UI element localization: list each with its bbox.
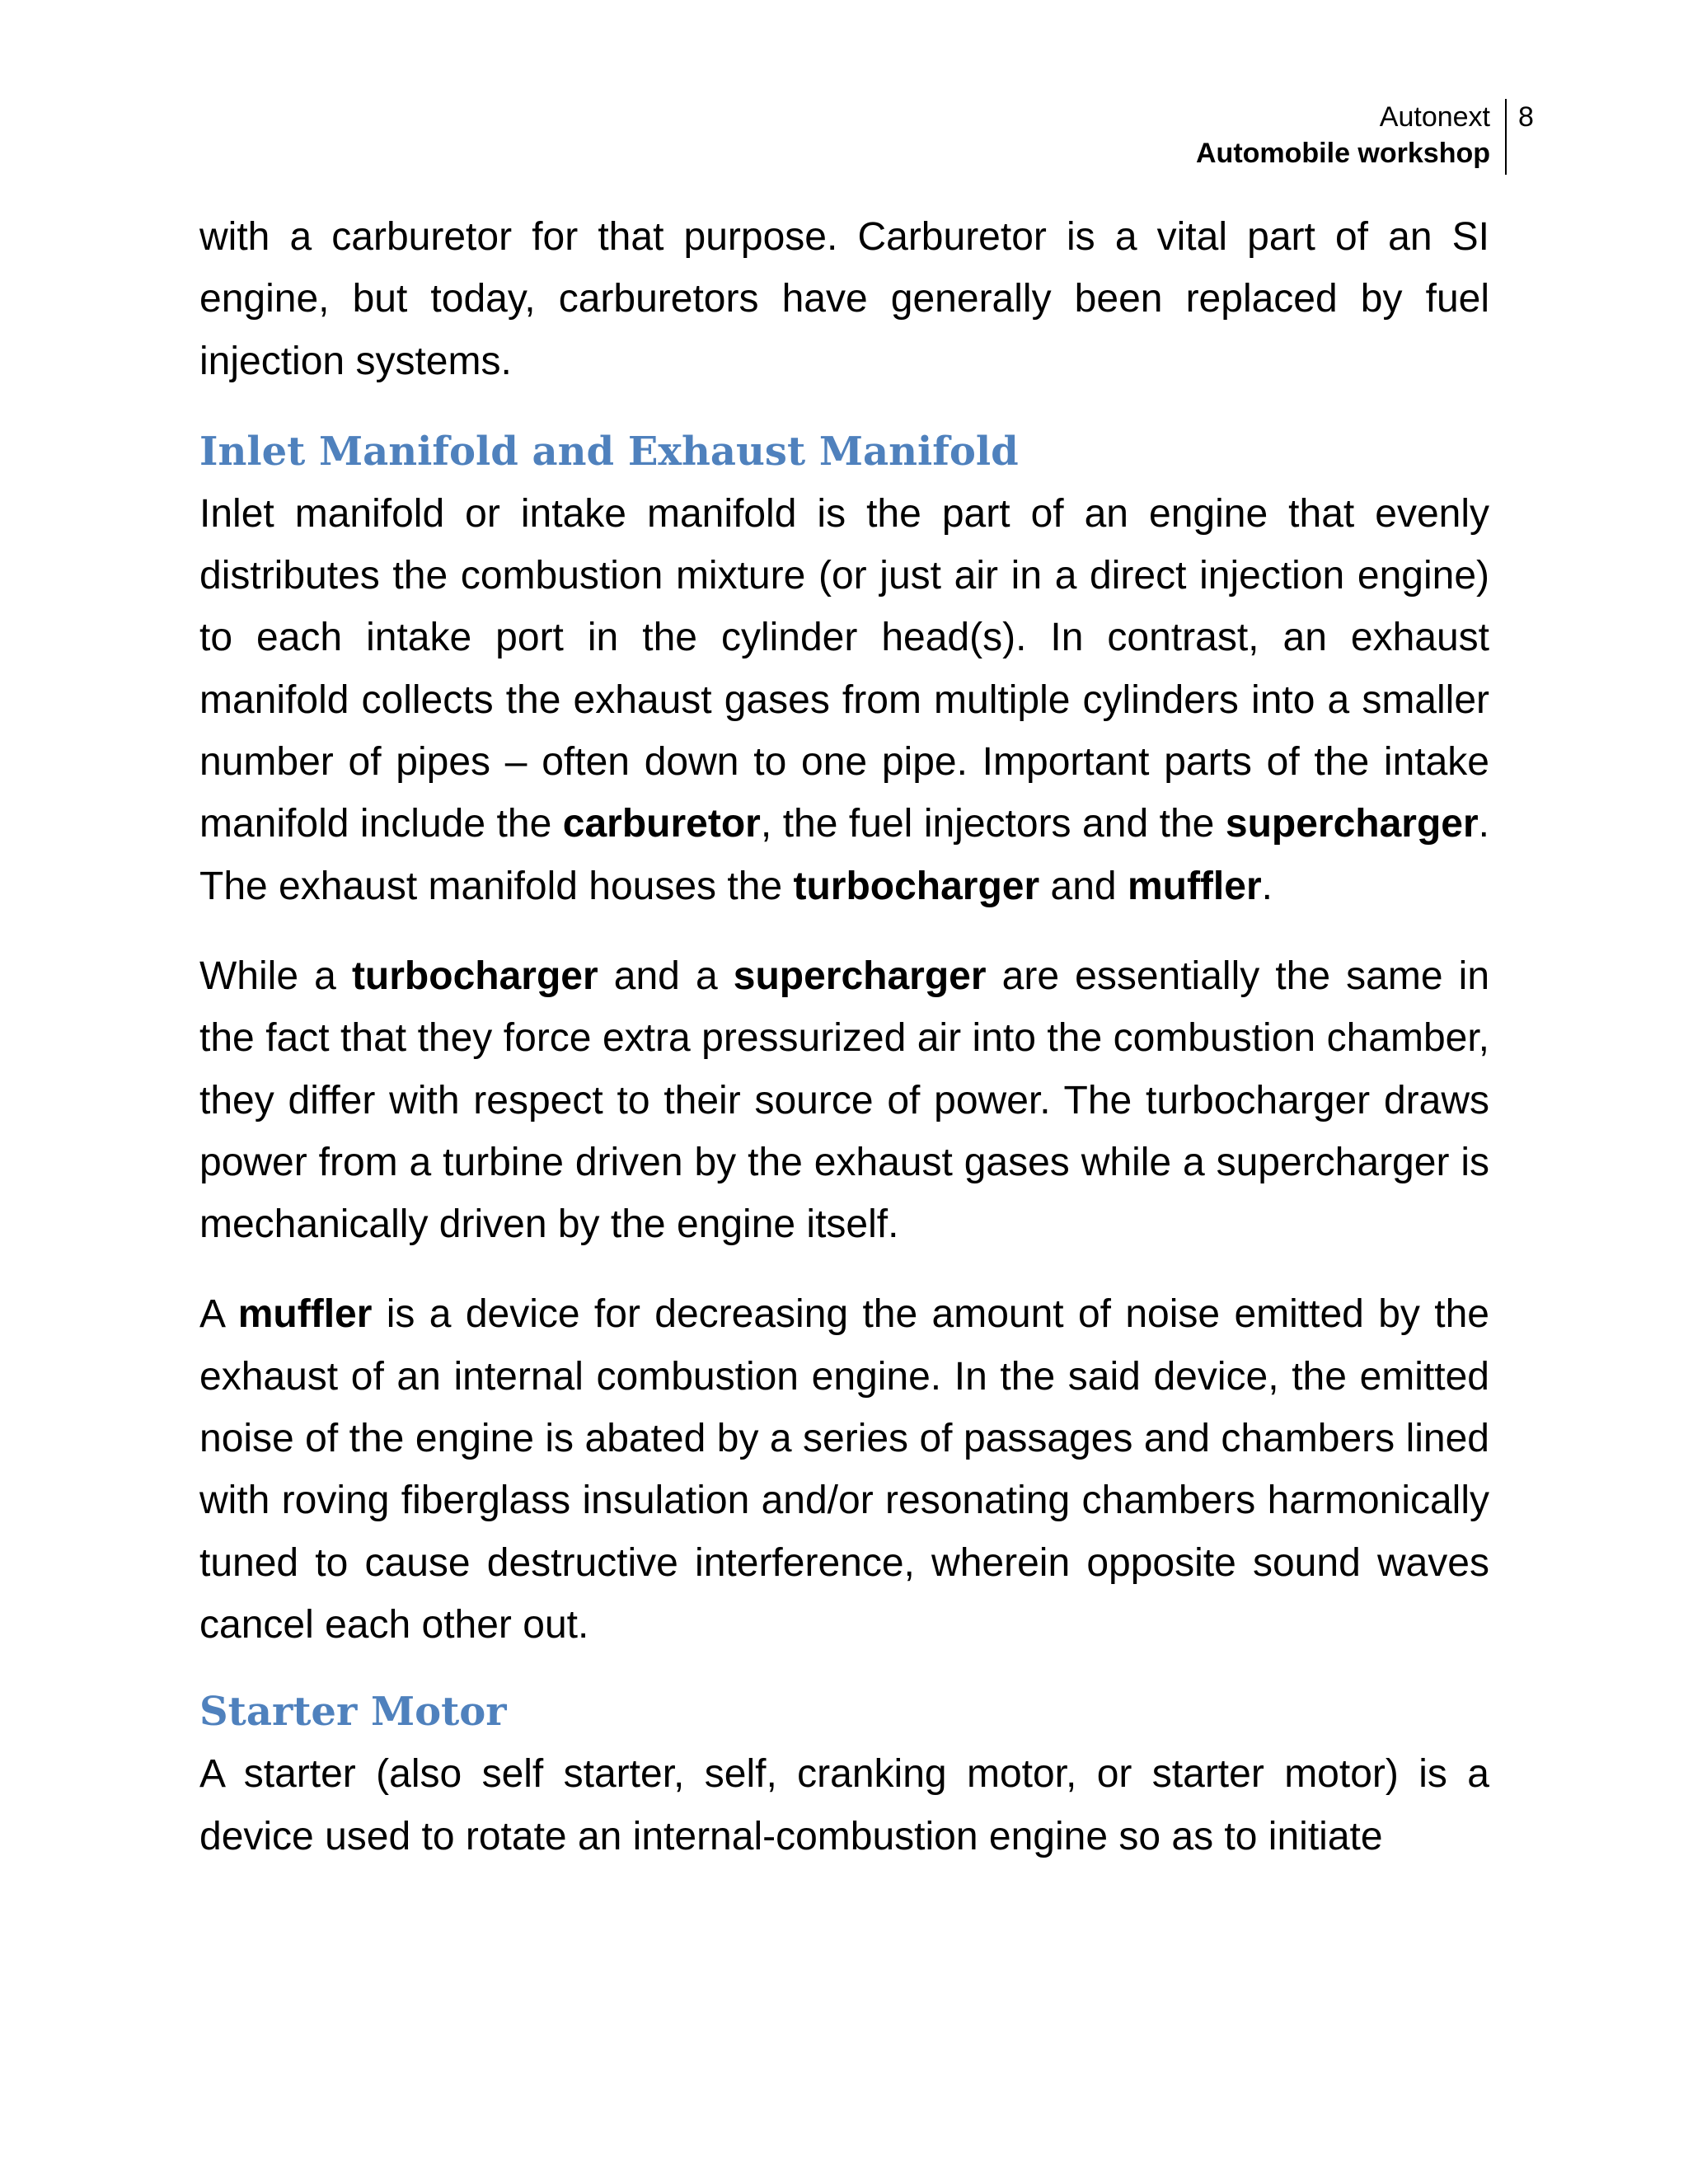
text-run: A	[199, 1292, 238, 1337]
manifold-paragraph-2	[199, 945, 1489, 1255]
text-run: Inlet manifold or intake manifold is the part of an engine that evenly distributes the combustion mixture (or just air in a direct injection engine) to each intake port in the cylinder head(s). In contrast, an exhaust manifold collects the exhaust gases from multiple cylinders into a smaller number of pipes – often down to one pipe. Important parts of the intake manifold include the	[199, 491, 1489, 846]
intro-paragraph: with a carburetor for that purpose. Carburetor is a vital part of an SI engine, but today, carburetors have generally been replaced by fuel injection systems.	[199, 215, 1489, 383]
bold-term: supercharger	[1225, 802, 1479, 846]
bold-term: muffler	[1127, 864, 1262, 908]
bold-term: turbocharger	[351, 954, 598, 998]
bold-term: turbocharger	[793, 864, 1040, 908]
manifold-paragraph-1	[199, 483, 1489, 917]
text-run: and	[1039, 864, 1128, 908]
text-run: and a	[598, 954, 734, 998]
text-run: is a device for decreasing the amount of noise emitted by the exhaust of an internal combustion engine. In the said device, the emitted noise of the engine is abated by a series of passages and chambers lined with roving fiberglass insulation and/or resonating chambers harmonically tuned to cause destructive interference, wherein opposite sound waves cancel each other out.	[199, 1292, 1489, 1647]
text-run: .	[1261, 864, 1273, 908]
text-run: . The exhaust manifold houses the	[199, 802, 1490, 908]
header-subtitle: Automobile workshop	[1196, 138, 1490, 169]
page-content	[199, 206, 1489, 1896]
text-run: , the fuel injectors and the	[760, 802, 1226, 846]
bold-term: supercharger	[733, 954, 987, 998]
page-number: 8	[1518, 101, 1534, 133]
header-text	[1196, 99, 1490, 171]
bold-term: carburetor	[562, 802, 761, 846]
header-divider	[1505, 99, 1507, 175]
header-brand: Autonext	[1379, 101, 1490, 133]
section-heading-manifold: Inlet Manifold and Exhaust Manifold	[199, 428, 1019, 475]
section-heading-starter: Starter Motor	[199, 1689, 507, 1736]
starter-paragraph-1: A starter (also self starter, self, cranking motor, or starter motor) is a device used to rotate an internal-combustion engine so as to initiate	[199, 1752, 1489, 1858]
bold-term: muffler	[237, 1292, 373, 1337]
text-run: are essentially the same in the fact that they force extra pressurized air into the combustion chamber, they differ with respect to their source of power. The turbocharger draws power from a turbine driven by the exhaust gases while a supercharger is mechanically driven by the engine itself.	[199, 954, 1490, 1247]
text-run: While a	[199, 954, 352, 998]
manifold-paragraph-3	[199, 1283, 1489, 1656]
page-header	[0, 99, 1688, 181]
